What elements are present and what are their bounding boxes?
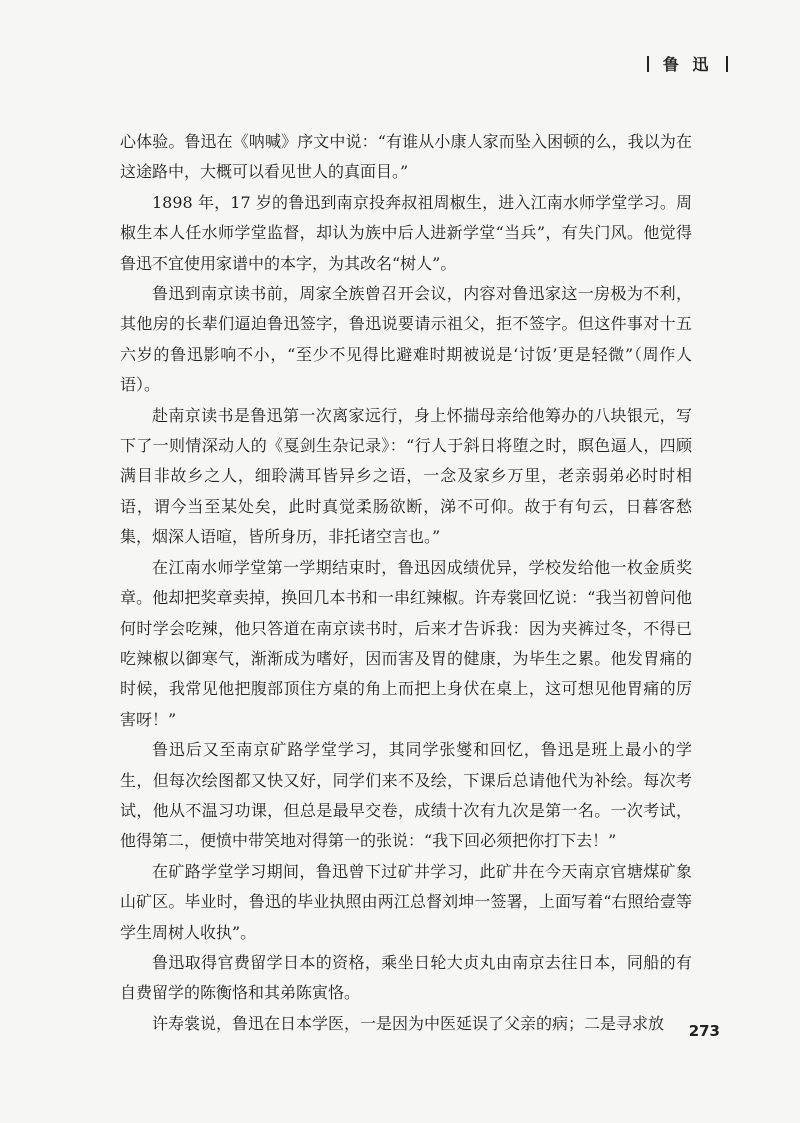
paragraph: 许寿裳说，鲁迅在日本学医，一是因为中医延误了父亲的病；二是寻求放 xyxy=(152,1013,665,1033)
page-number: 273 xyxy=(688,1022,720,1040)
running-head xyxy=(643,52,732,75)
paragraph: 鲁迅后又至南京矿路学堂学习，其同学张燮和回忆，鲁迅是班上最小的学生，但每次绘图都又快又好，同学们来不及绘，下课后总请他代为补绘。每次考试，他从不温习功课，但总是最早交卷，成绩十次有九次是第一名。一次考试，他得第二，便愤中带笑地对得第一的张说：“我下回必须把你打下去！” xyxy=(120,740,692,851)
running-title: 鲁 迅 xyxy=(662,55,713,74)
paragraph-continued: 心体验。鲁迅在《呐喊》序文中说：“有谁从小康人家而坠入困顿的么，我以为在这途路中，大概可以看见世人的真面目。” xyxy=(120,132,692,182)
paragraph: 1898 年，17 岁的鲁迅到南京投奔叔祖周椒生，进入江南水师学堂学习。周椒生本人任水师学堂监督，却认为族中后人进新学堂“当兵”，有失门风。他觉得鲁迅不宜使用家谱中的本字，为其改名“树人”。 xyxy=(120,192,692,273)
body-text xyxy=(120,127,692,1039)
paragraph: 鲁迅到南京读书前，周家全族曾召开会议，内容对鲁迅家这一房极为不利，其他房的长辈们逼迫鲁迅签字，鲁迅说要请示祖父，拒不签字。但这件事对十五六岁的鲁迅影响不小，“至少不见得比避难时期被说是‘讨饭’更是轻微”（周作人语）。 xyxy=(120,284,692,395)
left-rule xyxy=(647,56,649,72)
paragraph: 在江南水师学堂第一学期结束时，鲁迅因成绩优异，学校发给他一枚金质奖章。他却把奖章卖掉，换回几本书和一串红辣椒。许寿裳回忆说：“我当初曾问他何时学会吃辣，他只答道在南京读书时，后来才告诉我：因为夹裤过冬，不得已吃辣椒以御寒气，渐渐成为嗜好，因而害及胃的健康，为毕生之累。他发胃痛的时候，我常见他把腹部顶住方桌的角上而把上身伏在桌上，这可想见他胃痛的厉害呀！” xyxy=(120,557,692,729)
right-rule xyxy=(726,56,728,72)
paragraph: 在矿路学堂学习期间，鲁迅曾下过矿井学习，此矿井在今天南京官塘煤矿象山矿区。毕业时，鲁迅的毕业执照由两江总督刘坤一签署，上面写着“右照给壹等学生周树人收执”。 xyxy=(120,861,692,942)
paragraph: 鲁迅取得官费留学日本的资格，乘坐日轮大贞丸由南京去往日本，同船的有自费留学的陈衡恪和其弟陈寅恪。 xyxy=(120,952,692,1003)
paragraph: 赴南京读书是鲁迅第一次离家远行，身上怀揣母亲给他筹办的八块银元，写下了一则情深动人的《戛剑生杂记录》：“行人于斜日将堕之时，瞑色逼人，四顾满目非故乡之人，细聆满耳皆异乡之语，一念及家乡万里，老亲弱弟必时时相语，谓今当至某处矣，此时真觉柔肠欲断，涕不可仰。故于有句云，日暮客愁集，烟深人语喧，皆所身历，非托诸空言也。” xyxy=(120,405,692,547)
